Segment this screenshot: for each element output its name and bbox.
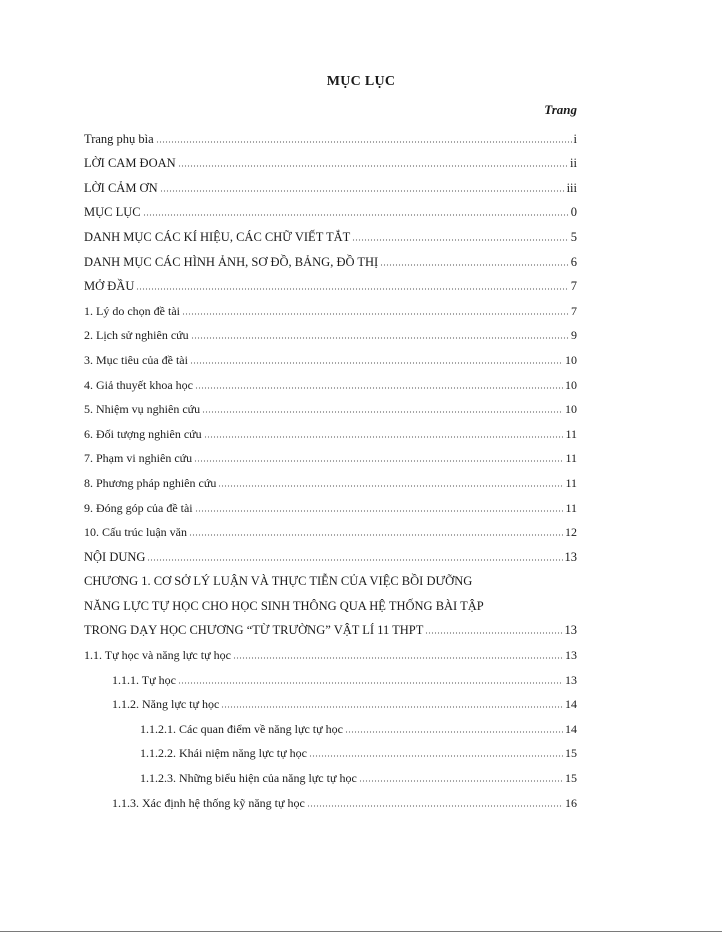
toc-entry[interactable]: LỜI CAM ĐOAN ii — [84, 156, 577, 171]
toc-entry[interactable]: 1.1.1. Tự học 13 — [112, 672, 577, 687]
toc-entry[interactable]: 1.1.2. Năng lực tự học 14 — [112, 697, 577, 712]
toc-entry[interactable]: 2. Lịch sử nghiên cứu 9 — [84, 328, 577, 343]
toc-entry[interactable]: 3. Mục tiêu của đề tài 10 — [84, 352, 577, 367]
toc-entry[interactable]: 1. Lý do chọn đề tài 7 — [84, 303, 577, 318]
toc-entry[interactable]: 1.1.2.2. Khái niệm năng lực tự học 15 — [140, 746, 577, 761]
toc-entry[interactable]: 5. Nhiệm vụ nghiên cứu 10 — [84, 402, 577, 417]
toc-entry[interactable]: DANH MỤC CÁC KÍ HIỆU, CÁC CHỮ VIẾT TẮT 5 — [84, 229, 577, 244]
toc-entry[interactable]: 4. Giả thuyết khoa học 10 — [84, 377, 577, 392]
toc-entry[interactable]: 6. Đối tượng nghiên cứu 11 — [84, 426, 577, 441]
toc-chapter-line[interactable]: NĂNG LỰC TỰ HỌC CHO HỌC SINH THÔNG QUA HỆ THỐNG BÀI TẬP — [84, 598, 484, 613]
toc-entry[interactable]: 1.1.2.3. Những biểu hiện của năng lực tự học 15 — [140, 771, 577, 786]
toc-entry[interactable]: 8. Phương pháp nghiên cứu 11 — [84, 475, 577, 490]
table-of-contents — [84, 124, 577, 813]
page-column-label: Trang — [544, 102, 577, 117]
page-bottom-border — [0, 931, 722, 932]
toc-entry[interactable]: 10. Cấu trúc luận văn 12 — [84, 525, 577, 540]
toc-entry[interactable]: 1.1. Tự học và năng lực tự học 13 — [84, 648, 577, 663]
page-title: MỤC LỤC — [326, 74, 396, 89]
toc-entry[interactable]: 1.1.2.1. Các quan điểm về năng lực tự học 14 — [140, 721, 577, 736]
toc-chapter-line[interactable]: CHƯƠNG 1. CƠ SỞ LÝ LUẬN VÀ THỰC TIỄN CỦA VIỆC BỒI DƯỠNG — [84, 574, 473, 589]
toc-entry[interactable]: LỜI CẢM ƠN iii — [84, 180, 577, 195]
toc-entry[interactable]: NỘI DUNG 13 — [84, 549, 577, 564]
toc-entry[interactable]: 9. Đóng góp của đề tài 11 — [84, 500, 577, 515]
toc-chapter-entry[interactable]: TRONG DẠY HỌC CHƯƠNG “TỪ TRƯỜNG” VẬT LÍ 11 THPT 13 — [84, 623, 577, 638]
toc-entry[interactable]: MỤC LỤC 0 — [84, 205, 577, 220]
toc-entry[interactable]: MỞ ĐẦU 7 — [84, 279, 577, 294]
toc-entry[interactable]: DANH MỤC CÁC HÌNH ẢNH, SƠ ĐỒ, BẢNG, ĐỒ THỊ 6 — [84, 254, 577, 269]
toc-entry[interactable]: 7. Phạm vi nghiên cứu 11 — [84, 451, 577, 466]
toc-entry[interactable]: 1.1.3. Xác định hệ thống kỹ năng tự học 16 — [112, 795, 577, 810]
toc-entry[interactable]: Trang phụ bìa i — [84, 131, 577, 146]
